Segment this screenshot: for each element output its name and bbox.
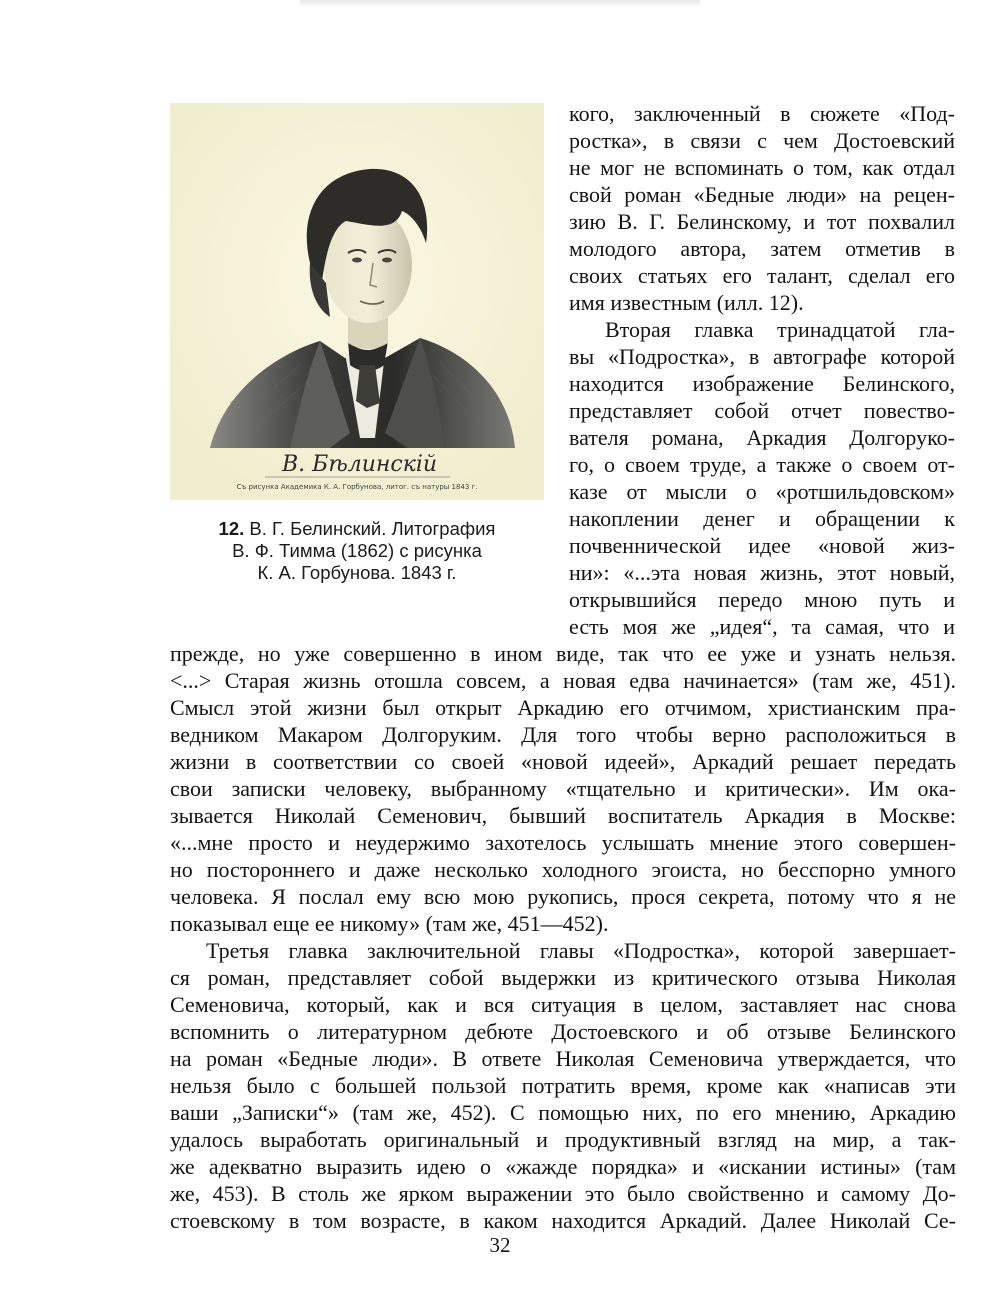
text-line: показывал еще ее никому» (там же, 451—452).: [170, 911, 609, 936]
text-line: вспомнить о литературном дебюте Достоевского и об отзыве Белинского: [170, 1019, 956, 1044]
text-line: имя известным (илл. 12).: [569, 290, 804, 315]
text-line: вателя романа, Аркадия Долгоруко-: [569, 425, 955, 450]
text-line: вы «Подростка», в автографе которой: [569, 344, 955, 369]
text-line: зывается Николай Семенович, бывший воспитатель Аркадия в Москве:: [170, 803, 956, 828]
caption-line-3: К. А. Горбунова. 1843 г.: [257, 562, 457, 583]
text-line: есть моя же „идея“, та самая, что и: [569, 614, 955, 639]
text-line: своих статьях его талант, сделал его: [569, 263, 955, 288]
text-line: не мог не вспоминать о том, как отдал: [569, 155, 955, 180]
text-line: прежде, но уже совершенно в ином виде, так что ее уже и узнать нельзя.: [170, 641, 956, 666]
text-line: стоевскому в том возрасте, в каком находится Аркадий. Далее Николай Се-: [170, 1208, 956, 1233]
text-line: казе от мысли о «ротшильдовском»: [569, 479, 955, 504]
imprint-text: Съ рисунка Академика К. А. Горбунова, литог. съ натуры 1843 г.: [236, 483, 478, 491]
text-line: свой роман «Бедные люди» на рецен-: [569, 182, 955, 207]
portrait-lithograph: [170, 103, 544, 500]
text-line: почвеннической идее «новой жиз-: [569, 533, 955, 558]
text-line: удалось выработать оригинальный и продуктивный взгляд на мир, а так-: [170, 1127, 956, 1152]
text-line: <...> Старая жизнь отошла совсем, а новая едва начинается» (там же, 451).: [170, 668, 956, 693]
text-line: же, 453). В столь же ярком выражении это было свойственно и самому До-: [170, 1181, 956, 1206]
figure-12: [170, 103, 544, 584]
text-line: же адекватно выразить идею о «жажде порядка» и «искании истины» (там: [170, 1154, 956, 1179]
figure-number: 12.: [218, 518, 245, 539]
text-line: ся роман, представляет собой выдержки из критического отзыва Николая: [170, 965, 956, 990]
text-line: зию В. Г. Белинскому, и тот похвалил: [569, 209, 955, 234]
text-line: «...мне просто и неудержимо захотелось услышать мнение этого совершен-: [170, 830, 956, 855]
text-line: но постороннего и даже несколько холодного эгоиста, но бесспорно умного: [170, 857, 956, 882]
text-line: открывшийся передо мною путь и: [569, 587, 955, 612]
text-line: накоплении денег и обращении к: [569, 506, 955, 531]
text-line: человека. Я послал ему всю мою рукопись, прося секрета, потому что я не: [170, 884, 956, 909]
caption-line-1: 12. В. Г. Белинский. Литография: [218, 518, 496, 539]
signature-text: В. Бѣлинскій: [282, 452, 438, 477]
text-line: Третья главка заключительной главы «Подростка», которой завершает-: [206, 938, 956, 963]
text-line: находится изображение Белинского,: [569, 371, 955, 396]
text-line: го, о своем труде, а также о своем от-: [569, 452, 955, 477]
text-line: ведником Макаром Долгоруким. Для того чтобы верно расположиться в: [170, 722, 956, 747]
caption-line-2: В. Ф. Тимма (1862) с рисунка: [232, 540, 482, 561]
page-number: 32: [489, 1233, 511, 1257]
text-line: ростка», в связи с чем Достоевский: [569, 128, 955, 153]
text-line: Смысл этой жизни был открыт Аркадию его отчимом, христианским пра-: [170, 695, 956, 720]
text-line: жизни в соответствии со своей «новой идеей», Аркадий решает передать: [170, 749, 956, 774]
belinsky-portrait: [170, 103, 544, 500]
text-line: молодого автора, затем отметив в: [569, 236, 955, 261]
text-line: Вторая главка тринадцатой гла-: [605, 317, 955, 342]
figure-caption: [170, 518, 544, 584]
text-line: нельзя было с большей пользой потратить время, кроме как «написав эти: [170, 1073, 956, 1098]
text-line: ни»: «...эта новая жизнь, этот новый,: [569, 560, 955, 585]
text-line: представляет собой отчет повество-: [569, 398, 955, 423]
text-line: кого, заключенный в сюжете «Под-: [569, 101, 955, 126]
text-line: свои записки человеку, выбранному «тщательно и критически». Им ока-: [170, 776, 956, 801]
page-edge-shadow: [300, 0, 700, 8]
text-line: ваши „Записки“» (там же, 452). С помощью них, по его мнению, Аркадию: [170, 1100, 956, 1125]
text-line: на роман «Бедные люди». В ответе Николая Семеновича утверждается, что: [170, 1046, 956, 1071]
text-line: Семеновича, который, как и вся ситуация в целом, заставляет нас снова: [170, 992, 956, 1017]
